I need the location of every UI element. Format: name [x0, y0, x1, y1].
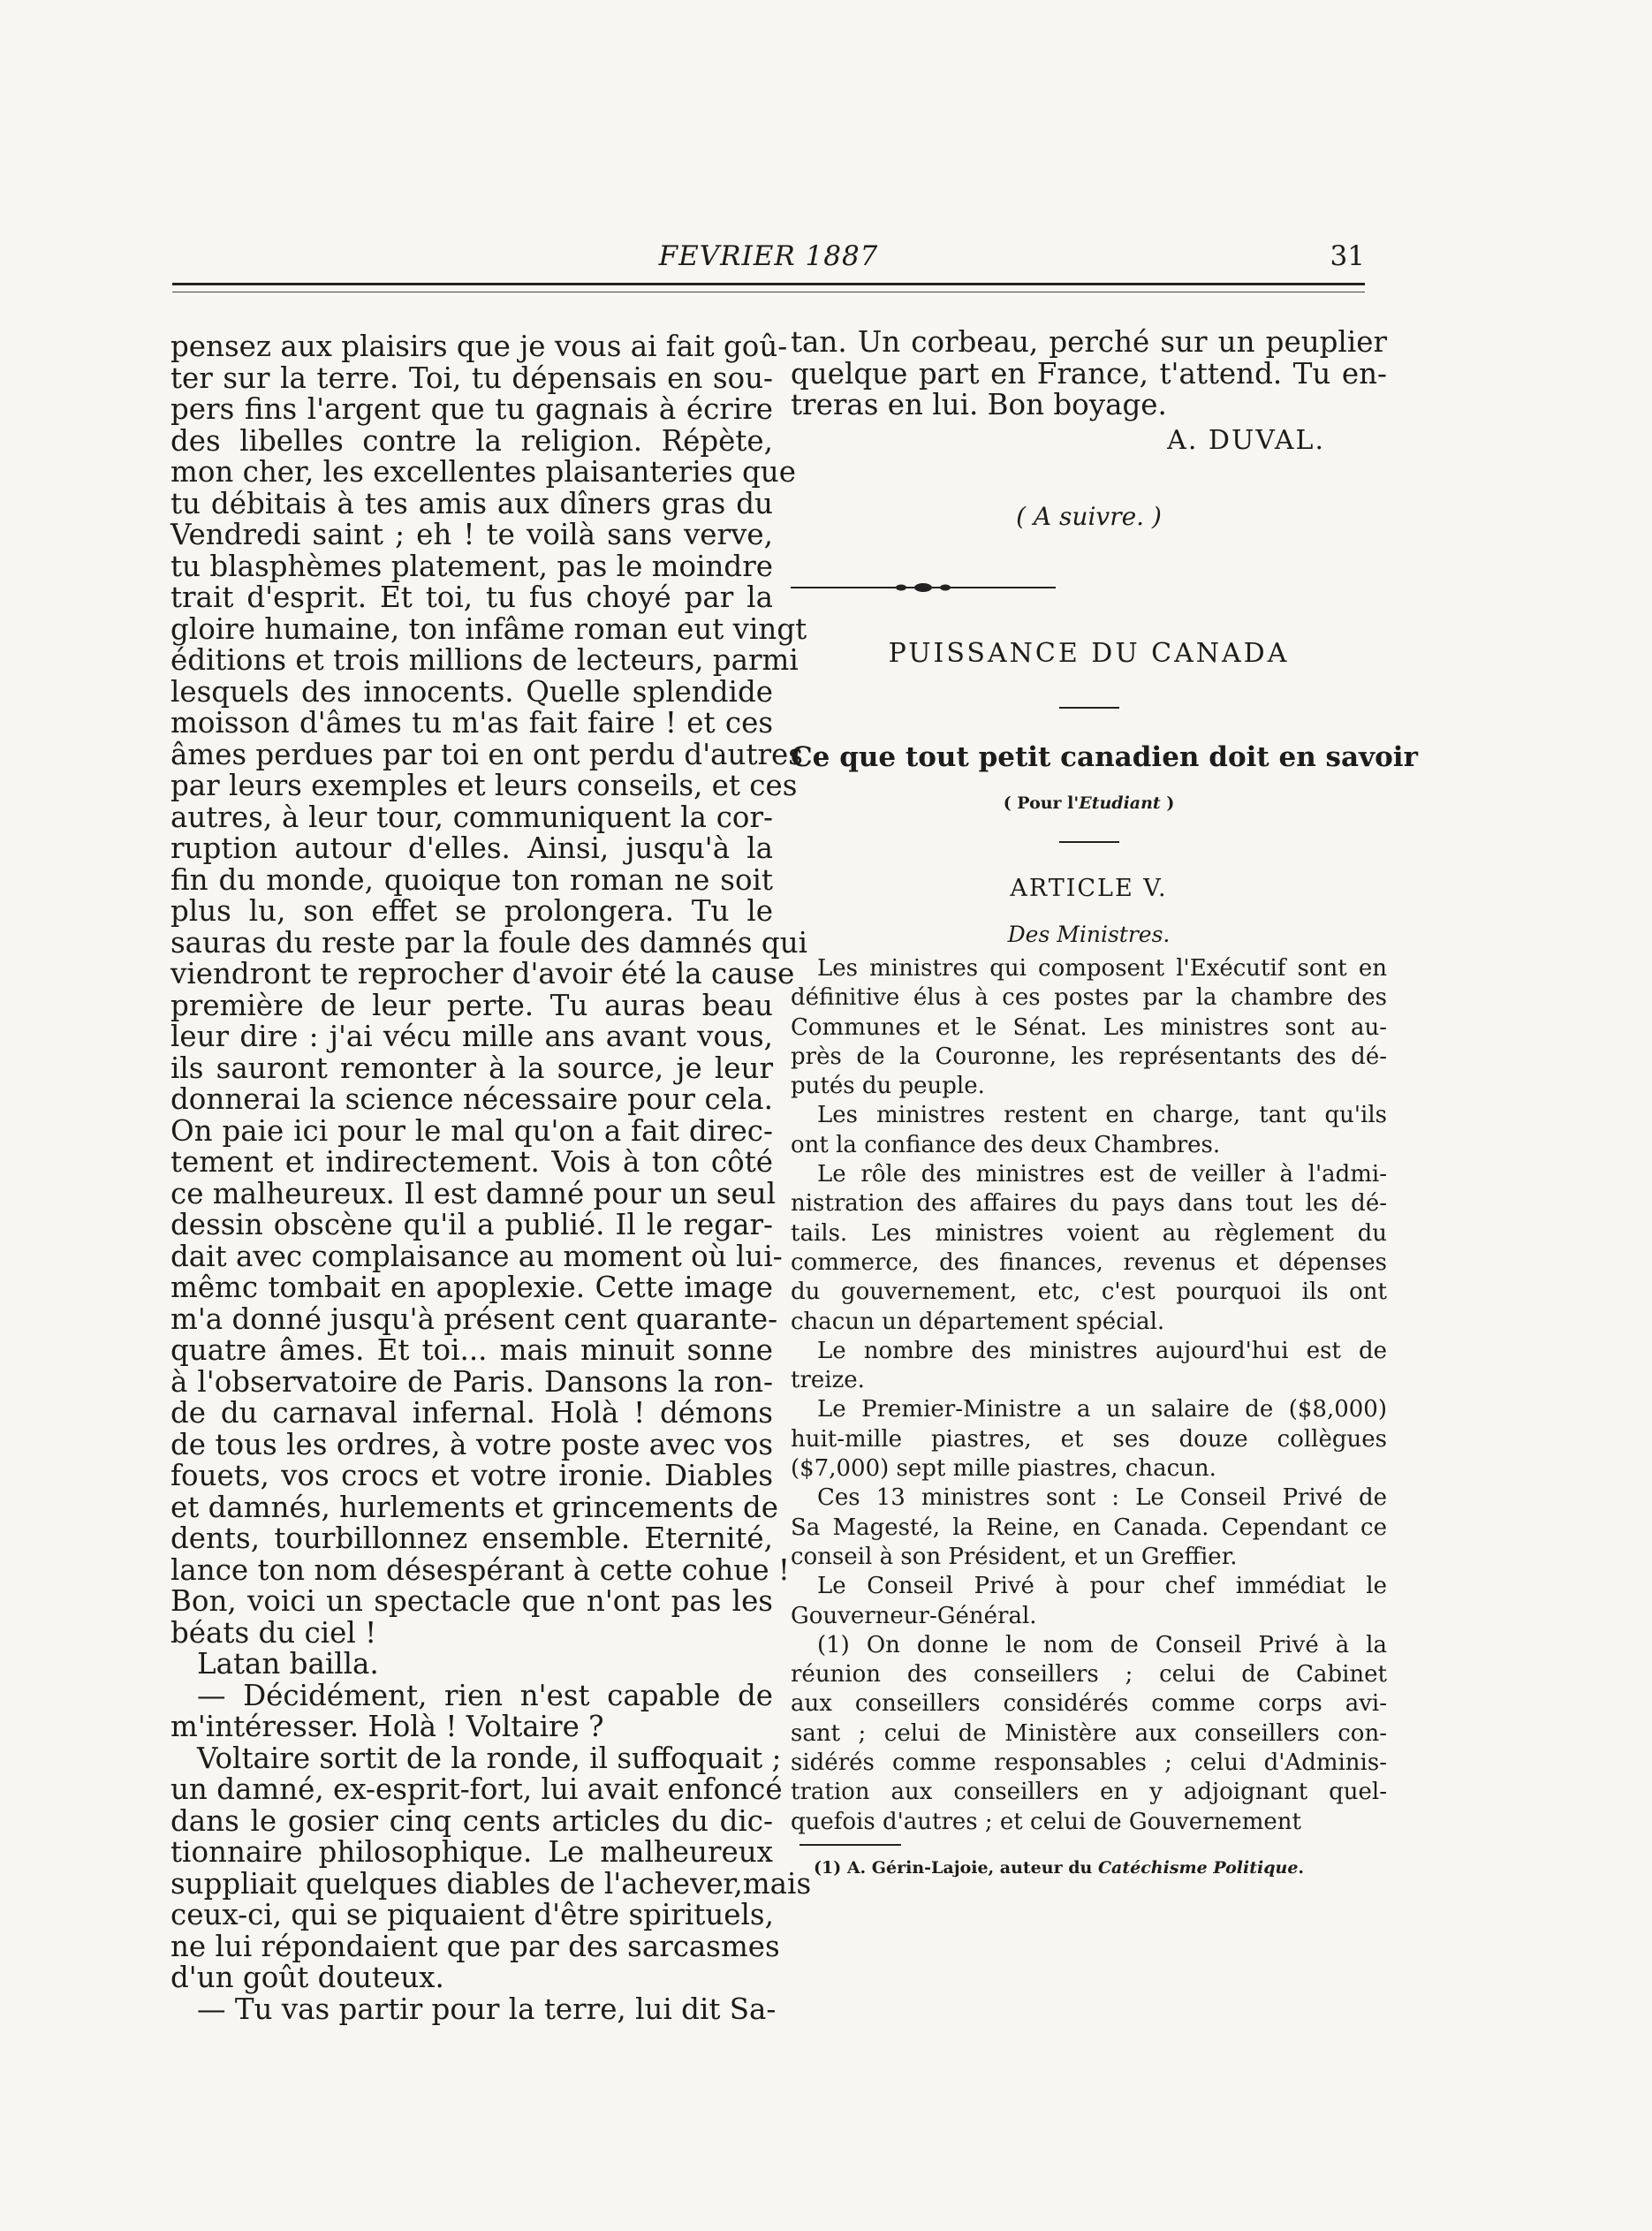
text-line: quelque part en France, t'attend. Tu en- [791, 356, 1387, 391]
footnote-prefix: (1) A. Gérin-Lajoie, auteur du [814, 1857, 1098, 1878]
text-line: treize. [791, 1367, 865, 1394]
text-line: putés du peuple. [791, 1073, 985, 1100]
text-line: Ces 13 ministres sont : Le Conseil Privé de [817, 1484, 1387, 1512]
text-line: Le rôle des ministres est de veiller à l'admi- [817, 1161, 1387, 1188]
text-line: trait d'esprit. Et toi, tu fus choyé par la [171, 581, 773, 614]
text-line: ce malheureux. Il est damné pour un seul [171, 1176, 777, 1210]
text-line: aux conseillers considérés comme corps avi- [791, 1690, 1387, 1718]
text-line: On paie ici pour le mal qu'on a fait direc- [171, 1113, 773, 1148]
text-line: sidérés comme responsables ; celui d'Adminis- [791, 1749, 1387, 1777]
running-header [172, 240, 1365, 276]
text-line: lesquels des innocents. Quelle splendide [171, 674, 773, 709]
article-section-title: Des Ministres. [1007, 922, 1171, 947]
text-line: âmes perdues par toi en ont perdu d'autres [171, 737, 803, 771]
text-line: viendront te reprocher d'avoir été la cause [171, 957, 795, 990]
text-line: commerce, des finances, revenus et dépenses [791, 1248, 1387, 1276]
text-line: dents, tourbillonnez ensemble. Eternité, [171, 1521, 773, 1555]
text-line: près de la Couronne, les représentants des dé- [791, 1043, 1387, 1070]
audience-note [791, 788, 1387, 815]
text-line: dessin obscène qu'il a publié. Il le regar- [171, 1208, 773, 1241]
text-line: Gouverneur-Général. [791, 1602, 1037, 1629]
text-line: béats du ciel ! [171, 1615, 377, 1650]
text-line: tement et indirectement. Vois à ton côté [171, 1145, 773, 1179]
text-line: de tous les ordres, à votre poste avec vos [171, 1427, 773, 1461]
text-line: tionnaire philosophique. Le malheureux [171, 1835, 773, 1869]
text-line: définitive élus à ces postes par la chambre des [791, 984, 1387, 1012]
text-line: treras en lui. Bon boyage. [791, 388, 1167, 421]
text-line: des libelles contre la religion. Répète, [171, 423, 773, 458]
text-line: ne lui répondaient que par des sarcasmes [171, 1929, 780, 1963]
ornament-divider [791, 579, 1056, 596]
text-line: dans le gosier cinq cents articles du dic- [171, 1803, 773, 1838]
text-line: et damnés, hurlements et grincements de [171, 1490, 779, 1524]
text-line: un damné, ex-esprit-fort, lui avait enfoncé [171, 1772, 783, 1806]
article-body [791, 954, 1387, 1837]
text-line: donnerai la science nécessaire pour cela. [171, 1082, 773, 1116]
text-line: ont la confiance des deux Chambres. [791, 1131, 1221, 1158]
text-line: sauras du reste par la foule des damnés qui [171, 925, 808, 960]
text-line: tails. Les ministres voient au règlement du [791, 1219, 1387, 1247]
text-line: ruption autour d'elles. Ainsi, jusqu'à la [171, 831, 773, 865]
text-line: Voltaire sortit de la ronde, il suffoquait ; [197, 1741, 782, 1775]
text-line: m'intéresser. Holà ! Voltaire ? [171, 1710, 604, 1743]
to-be-continued: ( A suivre. ) [1016, 501, 1162, 531]
text-line: tu blasphèmes platement, pas le moindre [171, 549, 773, 583]
text-line: moisson d'âmes tu m'as fait faire ! et ces [171, 706, 773, 740]
text-line: Les ministres qui composent l'Exécutif sont en [817, 955, 1387, 982]
text-line: lance ton nom désespérant à cette cohue ! [171, 1552, 790, 1587]
text-line: plus lu, son effet se prolongera. Tu le [171, 894, 773, 928]
text-line: pers fins l'argent que tu gagnais à écrire [171, 392, 773, 426]
short-rule-2 [1059, 841, 1119, 843]
text-line: Le Conseil Privé à pour chef immédiat le [817, 1573, 1387, 1600]
text-line: gloire humaine, ton infâme roman eut vingt [171, 611, 807, 646]
text-line: réunion des conseillers ; celui de Cabinet [791, 1661, 1387, 1688]
text-line: dait avec complaisance au moment où lui- [171, 1239, 783, 1273]
text-line: Bon, voici un spectacle que n'ont pas les [171, 1584, 773, 1618]
text-line: ter sur la terre. Toi, tu dépensais en sou- [171, 360, 773, 395]
article-heading: ARTICLE V. [1010, 875, 1168, 902]
text-line: chacun un département spécial. [791, 1308, 1165, 1335]
text-line: autres, à leur tour, communiquent la cor- [171, 800, 773, 834]
text-line: conseil à son Président, et un Greffier. [791, 1543, 1238, 1570]
article-subtitle: Ce que tout petit canadien doit en savoir [791, 741, 1418, 773]
text-line: — Décidément, rien n'est capable de [197, 1678, 773, 1712]
text-line: sant ; celui de Ministère aux conseillers con- [791, 1719, 1387, 1747]
text-line: Le nombre des ministres aujourd'hui est de [817, 1337, 1387, 1364]
text-line: tan. Un corbeau, perché sur un peuplier [791, 325, 1387, 359]
text-line: par leurs exemples et leurs conseils, et ces [171, 769, 798, 802]
text-line: Les ministres restent en charge, tant qu'ils [817, 1102, 1387, 1129]
note-prefix: ( Pour l' [1003, 793, 1080, 813]
text-line: tu débitais à tes amis aux dîners gras du [171, 486, 773, 520]
text-line: mon cher, les excellentes plaisanteries que [171, 455, 796, 489]
footnote-rule [799, 1844, 901, 1846]
text-line: huit-mille piastres, et ses douze collègues [791, 1425, 1387, 1453]
text-line: fouets, vos crocs et votre ironie. Diables [171, 1459, 773, 1492]
text-line: première de leur perte. Tu auras beau [171, 988, 773, 1022]
text-line: ils sauront remonter à la source, je leur [171, 1051, 773, 1085]
text-line: suppliait quelques diables de l'achever,mais [171, 1866, 812, 1901]
text-line: à l'observatoire de Paris. Dansons la ron- [171, 1364, 773, 1399]
note-italic: Etudiant [1079, 793, 1161, 813]
text-line: Communes et le Sénat. Les ministres sont au- [791, 1013, 1387, 1041]
text-line: ($7,000) sept mille piastres, chacun. [791, 1455, 1216, 1483]
right-column [791, 325, 1418, 1884]
text-line: nistration des affaires du pays dans tout les dé- [791, 1190, 1387, 1218]
text-line: quatre âmes. Et toi... mais minuit sonne [171, 1333, 773, 1367]
text-line: Vendredi saint ; eh ! te voilà sans verve, [171, 518, 773, 551]
header-rule [172, 283, 1365, 285]
text-line: m'a donné jusqu'à présent cent quarante- [171, 1301, 778, 1336]
text-line: mêmc tombait en apoplexie. Cette image [171, 1271, 773, 1304]
text-line: fin du monde, quoique ton roman ne soit [171, 862, 773, 897]
text-line: du gouvernement, etc, c'est pourquoi ils ont [791, 1279, 1387, 1306]
text-line: pensez aux plaisirs que je vous ai fait goû- [171, 330, 788, 363]
left-column [171, 330, 812, 2026]
author-signature: A. DUVAL. [1167, 424, 1325, 456]
note-suffix: ) [1160, 793, 1175, 813]
text-line: leur dire : j'ai vécu mille ans avant vous, [171, 1020, 773, 1053]
text-line: — Tu vas partir pour la terre, lui dit Sa- [197, 1992, 777, 2026]
footnote-italic: Catéchisme Politique [1097, 1857, 1299, 1878]
text-line: tration aux conseillers en y adjoignant quel- [791, 1779, 1387, 1806]
text-line: éditions et trois millions de lecteurs, parmi [171, 643, 799, 677]
text-line: quefois d'autres ; et celui de Gouvernement [791, 1808, 1301, 1835]
text-line: d'un goût douteux. [171, 1961, 444, 1994]
footnote [791, 1853, 1387, 1885]
footnote-suffix: . [1298, 1857, 1305, 1878]
text-line: Sa Magesté, la Reine, en Canada. Cependant ce [791, 1514, 1387, 1541]
story-ending [791, 327, 1387, 421]
text-line: (1) On donne le nom de Conseil Privé à la [817, 1631, 1387, 1658]
text-line: Latan bailla. [197, 1647, 379, 1681]
text-line: ceux-ci, qui se piquaient d'être spirituels, [171, 1898, 774, 1931]
header-month: FEVRIER 1887 [658, 240, 879, 272]
short-rule [1059, 707, 1119, 709]
text-line: de du carnaval infernal. Holà ! démons [171, 1396, 773, 1430]
page-number: 31 [1330, 240, 1365, 272]
text-line: Le Premier-Ministre a un salaire de ($8,000) [817, 1396, 1387, 1423]
section-title: PUISSANCE DU CANADA [888, 638, 1290, 669]
